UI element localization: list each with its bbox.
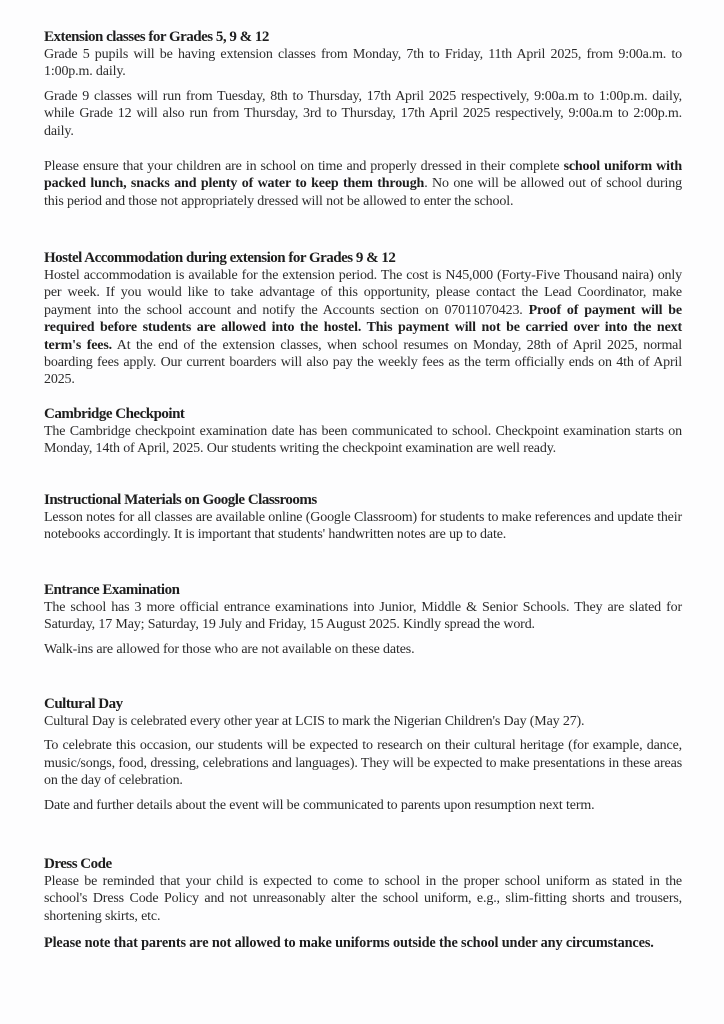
section-extension-classes (44, 28, 682, 210)
section-hostel-accommodation (44, 249, 682, 389)
paragraph: Cultural Day is celebrated every other year at LCIS to mark the Nigerian Children's Day (May 27). (44, 714, 585, 729)
paragraph: Date and further details about the event will be communicated to parents upon resumption next term. (44, 797, 595, 813)
section-cultural-day (44, 695, 682, 814)
important-note: Please note that parents are not allowed to make uniforms outside the school under any circumstances. (44, 935, 654, 952)
section-instructional-materials (44, 491, 682, 544)
section-heading: Cambridge Checkpoint (44, 406, 185, 422)
paragraph: Lesson notes for all classes are available online (Google Classroom) for students to make references and update their notebooks accordingly. It is important that students' handwritten notes are up to date. (44, 510, 682, 543)
emphasis: school uniform with packed lunch, snacks and plenty of water to keep them through (44, 159, 682, 192)
section-heading: Dress Code (44, 856, 112, 872)
section-heading: Hostel Accommodation during extension for Grades 9 & 12 (44, 250, 396, 266)
paragraph: Walk-ins are allowed for those who are not available on these dates. (44, 641, 415, 657)
section-heading: Instructional Materials on Google Classrooms (44, 492, 317, 508)
paragraph: Hostel accommodation is available for the extension period. The cost is N45,000 (Forty-Five Thousand naira) only per week. If you would like to take advantage of this opportunity, please contact the Lead Coordinator, make payment into the school account and notify the Accounts section on 07011070423. Proof of payment will be required before students are allowed into the hostel. This payment will not be carried over into the next term's fees. At the end of the extension classes, when school resumes on Monday, 28th of April 2025, normal boarding fees apply. Our current boarders will also pay the weekly fees as the term officially ends on 4th of April 2025. (44, 268, 682, 388)
paragraph: Grade 9 classes will run from Tuesday, 8th to Thursday, 17th April 2025 respectively, 9:00a.m to 1:00p.m. daily, while Grade 12 will also run from Thursday, 3rd to Thursday, 17th April 2025 respectively, 9:00a.m to 2:00p.m. daily. (44, 88, 682, 139)
section-heading: Extension classes for Grades 5, 9 & 12 (44, 29, 269, 45)
section-dress-code (44, 855, 682, 953)
paragraph: The Cambridge checkpoint examination date has been communicated to school. Checkpoint examination starts on Monday, 14th of April, 2025. Our students writing the checkpoint examination are well ready. (44, 424, 682, 457)
paragraph: Grade 5 pupils will be having extension classes from Monday, 7th to Friday, 11th April 2025, from 9:00a.m. to 1:00p.m. daily. (44, 47, 682, 80)
section-cambridge-checkpoint (44, 405, 682, 458)
emphasis: Proof of payment will be required before students are allowed into the hostel. This payment will not be carried over into the next term's fees. (44, 302, 682, 353)
paragraph: Please be reminded that your child is expected to come to school in the proper school uniform as stated in the school's Dress Code Policy and not unreasonably alter the school uniform, e.g., slim-fitting shorts and trousers, shortening skirts, etc. (44, 874, 682, 924)
section-heading: Entrance Examination (44, 582, 180, 598)
section-entrance-examination (44, 581, 682, 658)
paragraph: To celebrate this occasion, our students will be expected to research on their cultural heritage (for example, dance, music/songs, food, dressing, celebrations and languages). They will be expected to make presentations in these areas on the day of celebration. (44, 738, 682, 789)
section-heading: Cultural Day (44, 696, 123, 712)
paragraph: The school has 3 more official entrance examinations into Junior, Middle & Senior Schools. They are slated for Saturday, 17 May; Saturday, 19 July and Friday, 15 August 2025. Kindly spread the word. (44, 600, 682, 633)
paragraph: Please ensure that your children are in school on time and properly dressed in their complete school uniform with packed lunch, snacks and plenty of water to keep them through. No one will be allowed out of school during this period and those not appropriately dressed will not be allowed to enter the school. (44, 159, 682, 209)
